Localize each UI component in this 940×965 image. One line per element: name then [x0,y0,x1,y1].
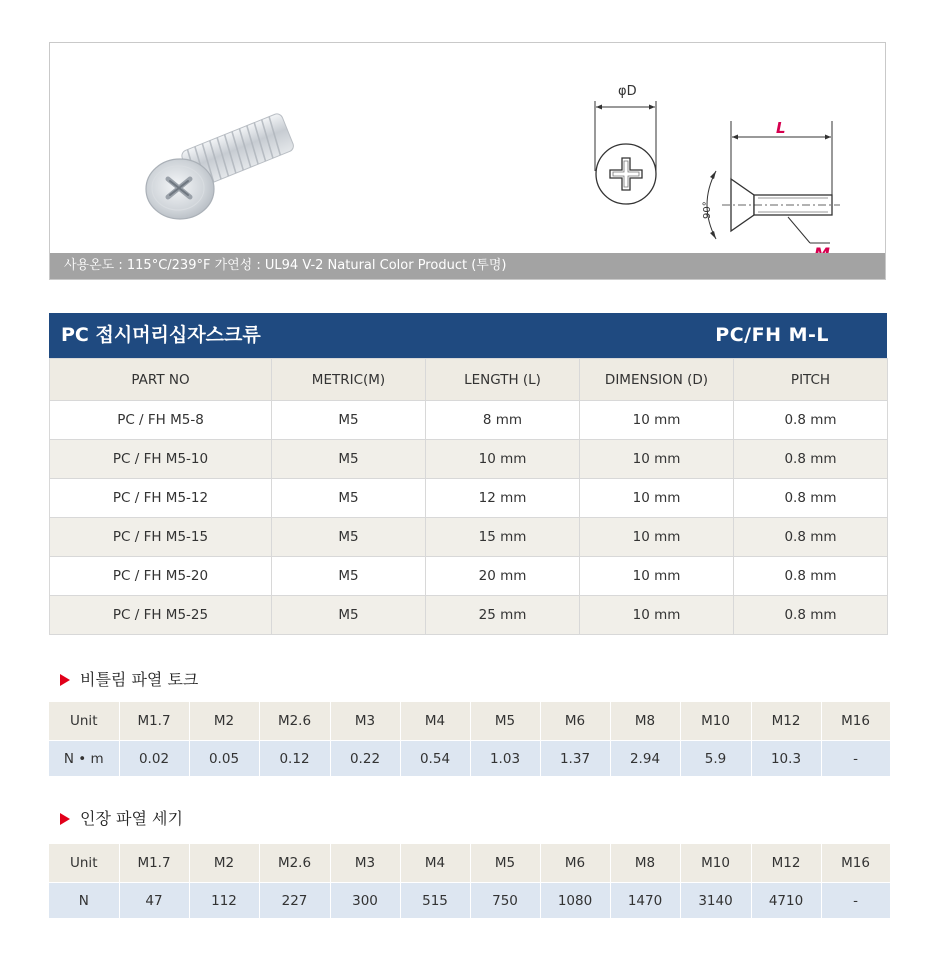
column-header: M12 [751,844,821,883]
value-cell: 47 [119,883,189,919]
technical-drawing [538,71,818,251]
dimension-cell: 10 mm [580,518,734,557]
value-cell: 515 [400,883,470,919]
screw-photo [128,91,303,221]
column-header: M8 [610,702,680,741]
column-header: M16 [821,702,890,741]
length-cell: 25 mm [426,596,580,635]
torque-heading [60,669,198,691]
dimension-cell: 10 mm [580,479,734,518]
column-header: PART NO [50,359,272,401]
table-row [50,401,888,440]
value-cell: 10.3 [751,741,821,777]
part-no-cell: PC / FH M5-15 [50,518,272,557]
value-cell: 0.12 [259,741,330,777]
length-cell: 15 mm [426,518,580,557]
metric-cell: M5 [272,596,426,635]
part-no-cell: PC / FH M5-20 [50,557,272,596]
value-cell: 4710 [751,883,821,919]
column-header: M1.7 [119,844,189,883]
column-header: M2 [189,844,259,883]
spec-header-row [50,359,888,401]
spec-title: PC 접시머리십자스크류 [61,324,261,346]
pitch-cell: 0.8 mm [734,479,888,518]
length-cell: 20 mm [426,557,580,596]
value-cell: 0.02 [119,741,189,777]
table-row [50,479,888,518]
part-no-cell: PC / FH M5-8 [50,401,272,440]
length-cell: 10 mm [426,440,580,479]
unit-cell: N • m [49,741,119,777]
dimension-cell: 10 mm [580,596,734,635]
value-cell: 1470 [610,883,680,919]
metric-cell: M5 [272,557,426,596]
column-header: M3 [330,844,400,883]
pitch-cell: 0.8 mm [734,596,888,635]
value-cell: 2.94 [610,741,680,777]
value-cell: 300 [330,883,400,919]
length-label: L [776,119,786,137]
part-no-cell: PC / FH M5-10 [50,440,272,479]
dimension-cell: 10 mm [580,557,734,596]
value-cell: 1.03 [470,741,540,777]
product-figure [49,42,886,280]
column-header: M2.6 [259,702,330,741]
column-header: PITCH [734,359,888,401]
column-header: M10 [680,702,751,741]
column-header: M10 [680,844,751,883]
side-view [707,121,840,243]
length-cell: 8 mm [426,401,580,440]
triangle-bullet-icon [60,813,70,825]
table-row [50,557,888,596]
column-header: M2 [189,702,259,741]
pitch-cell: 0.8 mm [734,440,888,479]
tensile-heading [60,808,183,830]
column-header: M3 [330,702,400,741]
spec-code: PC/FH M-L [715,324,829,346]
figure-caption: 사용온도 : 115°C/239°F 가연성 : UL94 V-2 Natural Color Product (투명) [50,253,885,279]
column-header: M4 [400,702,470,741]
column-header: DIMENSION (D) [580,359,734,401]
spec-table [49,358,888,635]
column-header: M5 [470,702,540,741]
value-cell: 227 [259,883,330,919]
table-row [50,518,888,557]
column-header: M6 [540,844,610,883]
metric-cell: M5 [272,479,426,518]
triangle-bullet-icon [60,674,70,686]
part-no-cell: PC / FH M5-25 [50,596,272,635]
angle-label: 90° [702,201,713,219]
pitch-cell: 0.8 mm [734,401,888,440]
metric-cell: M5 [272,440,426,479]
column-header: LENGTH (L) [426,359,580,401]
value-cell: - [821,741,890,777]
value-cell: 5.9 [680,741,751,777]
column-header: M8 [610,844,680,883]
table-row [50,596,888,635]
metric-cell: M5 [272,401,426,440]
unit-cell: N [49,883,119,919]
pitch-cell: 0.8 mm [734,557,888,596]
length-cell: 12 mm [426,479,580,518]
column-header: M6 [540,702,610,741]
spec-header [49,313,887,358]
value-cell: 1080 [540,883,610,919]
pitch-cell: 0.8 mm [734,518,888,557]
tensile-values-row [49,883,890,919]
column-header: M16 [821,844,890,883]
column-header: M1.7 [119,702,189,741]
head-front-view [595,101,656,204]
part-no-cell: PC / FH M5-12 [50,479,272,518]
value-cell: 1.37 [540,741,610,777]
column-header: M12 [751,702,821,741]
torque-header-row [49,702,890,741]
tensile-header-row [49,844,890,883]
column-header: Unit [49,702,119,741]
value-cell: 0.22 [330,741,400,777]
column-header: M4 [400,844,470,883]
column-header: METRIC(M) [272,359,426,401]
column-header: M5 [470,844,540,883]
torque-table [49,702,891,776]
column-header: M2.6 [259,844,330,883]
value-cell: 0.05 [189,741,259,777]
tensile-heading-text: 인장 파열 세기 [80,809,183,828]
value-cell: - [821,883,890,919]
value-cell: 3140 [680,883,751,919]
torque-heading-text: 비틀림 파열 토크 [80,670,199,689]
value-cell: 750 [470,883,540,919]
tensile-table [49,844,891,918]
value-cell: 112 [189,883,259,919]
metric-cell: M5 [272,518,426,557]
value-cell: 0.54 [400,741,470,777]
column-header: Unit [49,844,119,883]
table-row [50,440,888,479]
dimension-cell: 10 mm [580,401,734,440]
dimension-cell: 10 mm [580,440,734,479]
diameter-label: φD [618,84,637,99]
torque-values-row [49,741,890,777]
